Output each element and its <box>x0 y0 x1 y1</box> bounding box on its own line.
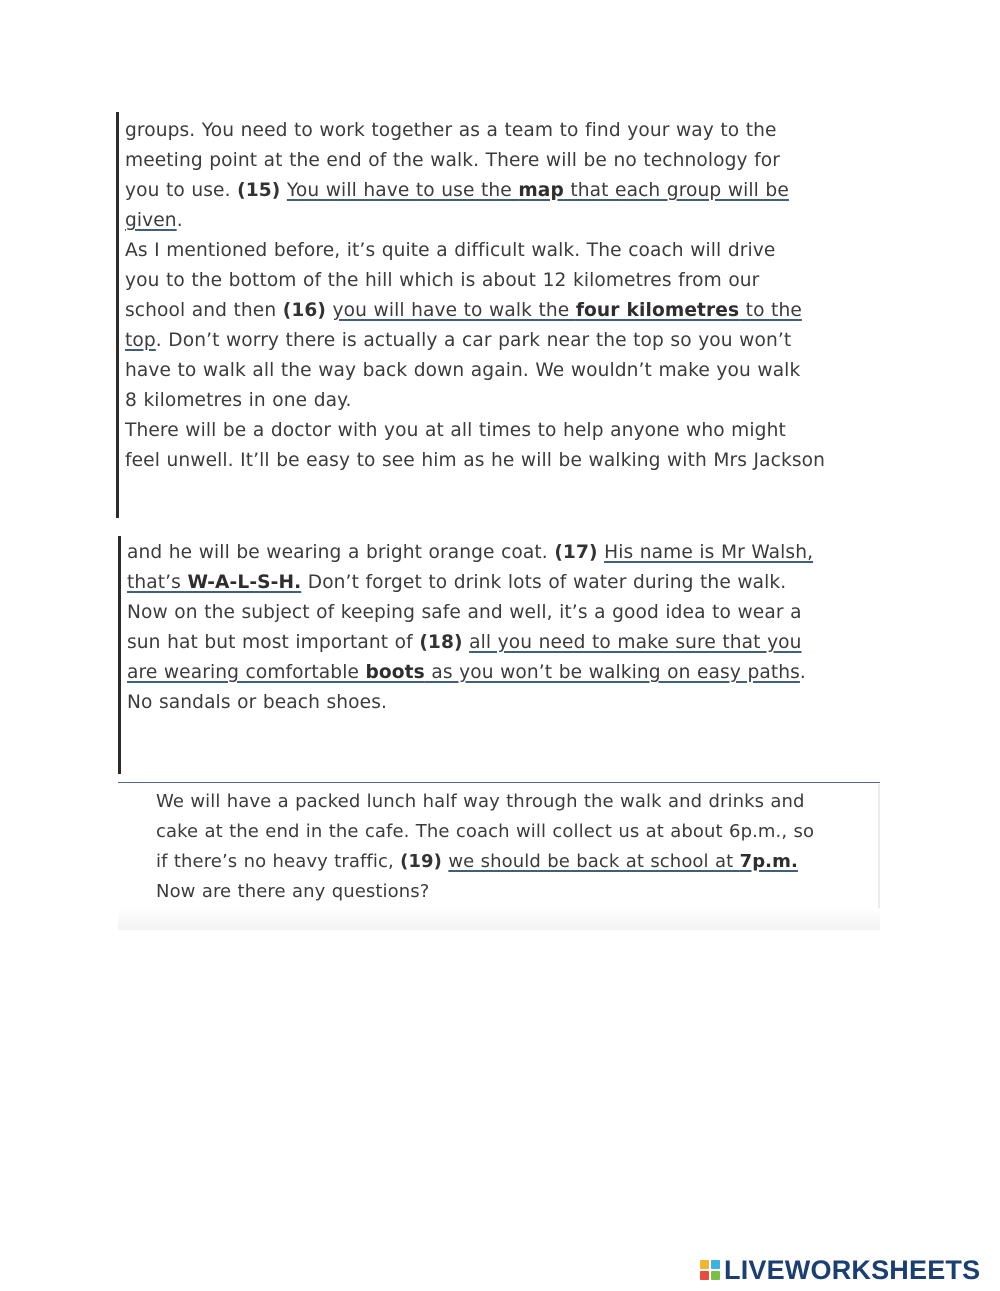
text-line: you to the bottom of the hill which is about 12 kilometres from our <box>125 270 760 291</box>
divider <box>118 782 880 783</box>
question-number-15: (15) <box>237 180 281 201</box>
question-number-17: (17) <box>554 542 598 563</box>
question-number-19: (19) <box>400 851 442 872</box>
transcript-section-1 <box>116 112 876 518</box>
text-line: sun hat but most important of (18) all you need to make sure that you <box>127 632 802 653</box>
text-line: meeting point at the end of the walk. There will be no technology for <box>125 150 780 171</box>
text-line: feel unwell. It’ll be easy to see him as he will be walking with Mrs Jackson <box>125 450 825 471</box>
logo-blocks-icon <box>700 1260 720 1280</box>
liveworksheets-logo[interactable] <box>700 1255 980 1285</box>
text-line: Now are there any questions? <box>156 881 430 902</box>
logo-text: LIVEWORKSHEETS <box>724 1254 981 1285</box>
text-line: you to use. (15) You will have to use the map that each group will be <box>125 180 789 201</box>
text-line: given. <box>125 210 183 231</box>
answer-17-spelling: that’s W-A-L-S-H. <box>127 572 302 593</box>
text-line: 8 kilometres in one day. <box>125 390 352 411</box>
transcript-section-2 <box>118 536 878 774</box>
logo-block <box>711 1260 720 1269</box>
text-line: if there’s no heavy traffic, (19) we should be back at school at 7p.m. <box>156 851 798 872</box>
transcript-section-3 <box>118 778 880 930</box>
text-line: that’s W-A-L-S-H. Don’t forget to drink lots of water during the walk. <box>127 572 787 593</box>
answer-19: we should be back at school at 7p.m. <box>448 851 798 872</box>
margin-bar <box>116 112 119 518</box>
question-number-18: (18) <box>419 632 463 653</box>
text-line: are wearing comfortable boots as you won’t be walking on easy paths. <box>127 662 806 683</box>
text-line: groups. You need to work together as a team to find your way to the <box>125 120 777 141</box>
text-line: have to walk all the way back down again. We wouldn’t make you walk <box>125 360 801 381</box>
logo-block <box>700 1271 709 1280</box>
answer-16: you will have to walk the four kilometres to the <box>332 300 802 321</box>
logo-block <box>711 1271 720 1280</box>
question-number-16: (16) <box>282 300 327 321</box>
text-line: and he will be wearing a bright orange coat. (17) His name is Mr Walsh, <box>127 542 814 563</box>
text-line: As I mentioned before, it’s quite a difficult walk. The coach will drive <box>125 240 776 261</box>
scan-shadow <box>118 908 880 930</box>
answer-18-cont: are wearing comfortable boots as you won’t be walking on easy paths <box>127 662 800 683</box>
answer-17: His name is Mr Walsh, <box>604 542 814 563</box>
text-line: cake at the end in the cafe. The coach will collect us at about 6p.m., so <box>156 821 815 842</box>
text-line: top. Don’t worry there is actually a car park near the top so you won’t <box>125 330 792 351</box>
answer-18: all you need to make sure that you <box>469 632 802 653</box>
text-line: There will be a doctor with you at all times to help anyone who might <box>125 420 786 441</box>
text-line: Now on the subject of keeping safe and well, it’s a good idea to wear a <box>127 602 802 623</box>
text-line: We will have a packed lunch half way through the walk and drinks and <box>156 791 805 812</box>
margin-bar <box>118 536 121 774</box>
text-line: No sandals or beach shoes. <box>127 692 387 713</box>
logo-block <box>700 1260 709 1269</box>
text-line: school and then (16) you will have to walk the four kilometres to the <box>125 300 802 321</box>
answer-15: You will have to use the map that each group will be <box>286 180 789 201</box>
